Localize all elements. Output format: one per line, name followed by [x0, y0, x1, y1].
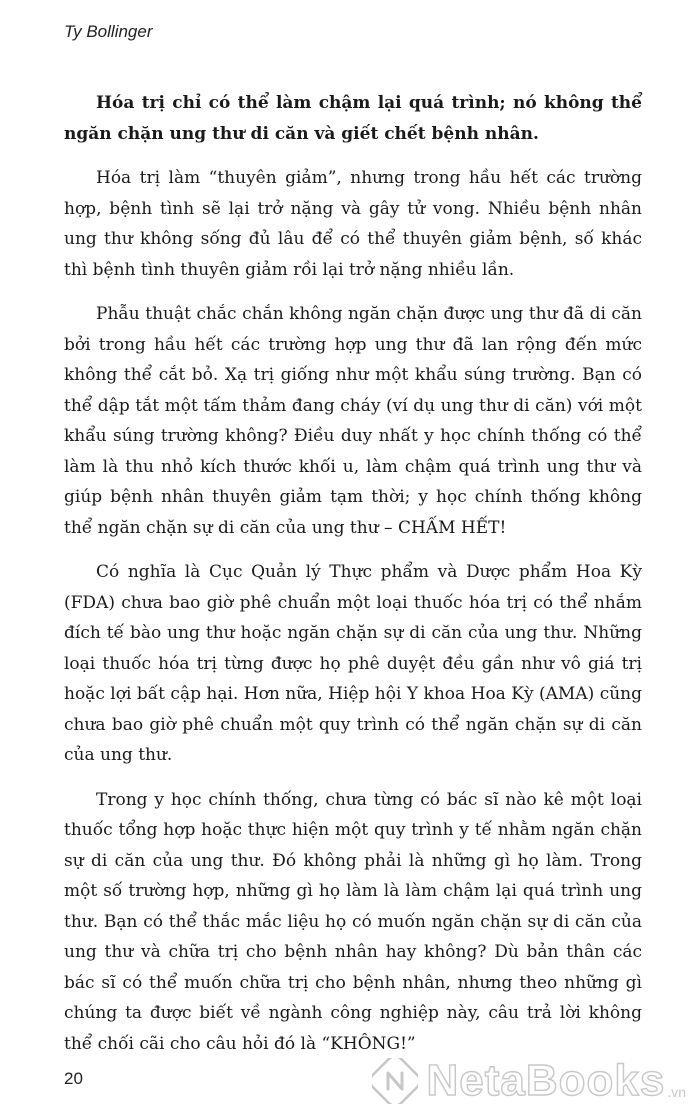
watermark	[372, 1056, 686, 1106]
paragraph: Có nghĩa là Cục Quản lý Thực phẩm và Dược phẩm Hoa Kỳ (FDA) chưa bao giờ phê chuẩn một loại thuốc hóa trị có thể nhắm đích tế bào ung thư hoặc ngăn chặn sự di căn của ung thư. Những loại thuốc hóa trị từng được họ phê duyệt đều gần như vô giá trị hoặc lợi bất cập hại. Hơn nữa, Hiệp hội Y khoa Hoa Kỳ (AMA) cũng chưa bao giờ phê chuẩn một quy trình có thể ngăn chặn sự di căn của ung thư.	[64, 562, 642, 765]
page-number: 20	[64, 1069, 83, 1088]
watermark-suffix: .vn	[667, 1084, 686, 1100]
running-head-author: Ty Bollinger	[64, 22, 153, 41]
watermark-brand: NetaBooks	[426, 1056, 666, 1105]
netabooks-logo-icon	[372, 1058, 418, 1104]
lead-paragraph: Hóa trị chỉ có thể làm chậm lại quá trình; nó không thể ngăn chặn ung thư di căn và giết chết bệnh nhân.	[64, 93, 642, 144]
paragraph: Hóa trị làm “thuyên giảm”, nhưng trong hầu hết các trường hợp, bệnh tình sẽ lại trở nặng và gây tử vong. Nhiều bệnh nhân ung thư không sống đủ lâu để có thể thuyên giảm bệnh, số khác thì bệnh tình thuyên giảm rồi lại trở nặng nhiều lần.	[64, 168, 642, 280]
paragraph: Trong y học chính thống, chưa từng có bác sĩ nào kê một loại thuốc tổng hợp hoặc thực hiện một quy trình y tế nhằm ngăn chặn sự di căn của ung thư. Đó không phải là những gì họ làm. Trong một số trường hợp, những gì họ làm là làm chậm lại quá trình ung thư. Bạn có thể thắc mắc liệu họ có muốn ngăn chặn sự di căn của ung thư và chữa trị cho bệnh nhân hay không? Dù bản thân các bác sĩ có thể muốn chữa trị cho bệnh nhân, nhưng theo những gì chúng ta được biết về ngành công nghiệp này, câu trả lời không thể chối cãi cho câu hỏi đó là “KHÔNG!”	[64, 789, 642, 1054]
body-text	[64, 88, 642, 1073]
paragraph: Phẫu thuật chắc chắn không ngăn chặn được ung thư đã di căn bởi trong hầu hết các trường hợp ung thư đã lan rộng đến mức không thể cắt bỏ. Xạ trị giống như một khẩu súng trường. Bạn có thể dập tắt một tấm thảm đang cháy (ví dụ ung thư di căn) với một khẩu súng trường không? Điều duy nhất y học chính thống có thể làm là thu nhỏ kích thước khối u, làm chậm quá trình ung thư và giúp bệnh nhân thuyên giảm tạm thời; y học chính thống không thể ngăn chặn sự di căn của ung thư – CHẤM HẾT!	[64, 304, 642, 538]
